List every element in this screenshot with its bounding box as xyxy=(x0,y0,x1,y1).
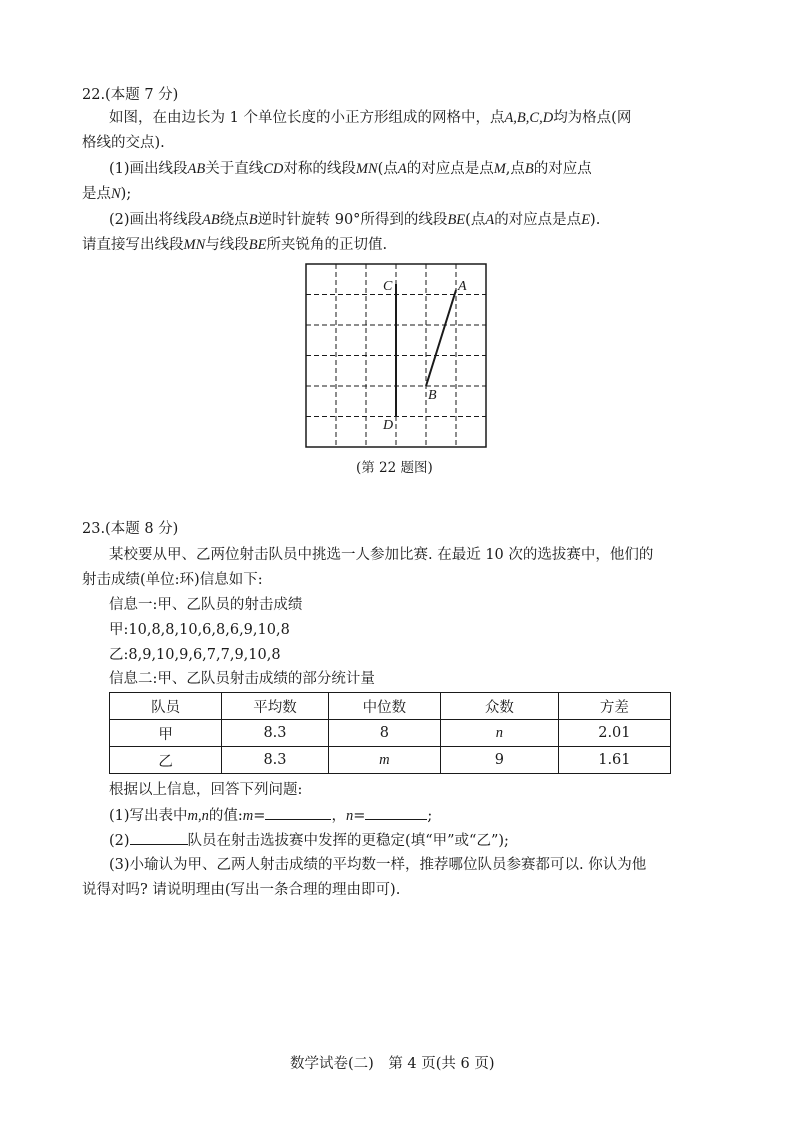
table-cell: 9 xyxy=(440,747,558,774)
q23-s1-text-a: (1)写出表中 xyxy=(109,808,188,824)
q23-intro-line2: 射击成绩(单位:环)信息如下: xyxy=(82,572,263,588)
q22-grid-figure xyxy=(302,262,492,452)
q22-p2-be: BE xyxy=(447,212,466,228)
q23-stats-table xyxy=(109,692,671,774)
q23-s1-m: m xyxy=(242,808,254,824)
label-c: C xyxy=(383,279,393,294)
q23-s1-n: n xyxy=(345,808,354,824)
answer-blank-m[interactable] xyxy=(265,805,331,820)
q22-part2-line1 xyxy=(109,210,600,230)
table-var-m: m xyxy=(379,751,390,768)
q22-p2-text-b: 绕点 xyxy=(219,212,249,228)
q23-s1-sep: ， xyxy=(331,808,346,824)
q23-sub3-line1: (3)小瑜认为甲、乙两人射击成绩的平均数一样，推荐哪位队员参赛都可以. 你认为他 xyxy=(109,857,647,873)
q22-p1-text-h: 是点 xyxy=(82,186,111,202)
q22-p1-text-i: ); xyxy=(120,186,132,202)
q22-p2-E: E xyxy=(581,212,591,228)
q23-s2-text-a: (2) xyxy=(109,833,130,849)
q23-yi-scores: 乙:8,9,10,9,6,7,7,9,10,8 xyxy=(109,647,281,663)
q22-figure-caption: (第 22 题图) xyxy=(356,460,433,476)
q23-sub3-line2: 说得对吗? 请说明理由(写出一条合理的理由即可). xyxy=(82,882,401,898)
q22-p1-text-e: 的对应点是点 xyxy=(406,161,494,177)
q22-intro-text2: 均为格点(网 xyxy=(553,110,632,126)
table-header-row xyxy=(110,693,671,720)
table-header-median: 中位数 xyxy=(328,693,440,720)
q22-part2-line2 xyxy=(82,235,387,255)
q22-p1-cd: CD xyxy=(263,161,284,177)
table-cell: 乙 xyxy=(110,747,222,774)
table-var-n: n xyxy=(495,724,503,741)
table-header-mode: 众数 xyxy=(440,693,558,720)
q22-intro-text1: 如图，在由边长为 1 个单位长度的小正方形组成的网格中，点 xyxy=(109,110,505,126)
segment-ab xyxy=(426,290,456,386)
q22-p1-ab: AB xyxy=(187,161,206,177)
q23-s1-eq2: = xyxy=(353,808,366,824)
q23-sub2 xyxy=(109,830,509,851)
q22-intro-line1 xyxy=(109,108,631,128)
table-row xyxy=(110,747,671,774)
table-cell: 2.01 xyxy=(558,720,670,747)
q23-s2-text-b: 队员在射击选拔赛中发挥的更稳定(填“甲”或“乙”); xyxy=(187,833,509,849)
q22-p2-text-a: (2)画出将线段 xyxy=(109,212,203,228)
q22-p2-be2: BE xyxy=(248,237,267,253)
table-cell: 8 xyxy=(328,720,440,747)
q23-jia-scores: 甲:10,8,8,10,6,8,6,9,10,8 xyxy=(109,622,290,638)
page-footer: 数学试卷(二) 第 4 页(共 6 页) xyxy=(290,1056,495,1072)
q23-s1-vars: m,n xyxy=(187,808,209,824)
q22-part1-line1 xyxy=(109,159,592,179)
q22-p1-text-f: ,点 xyxy=(505,161,525,177)
q23-info1-title: 信息一:甲、乙队员的射击成绩 xyxy=(109,597,303,613)
table-row xyxy=(110,720,671,747)
q22-p2-text-i: 所夹锐角的正切值. xyxy=(266,237,388,253)
table-header-player: 队员 xyxy=(110,693,222,720)
q22-p1-text-a: (1)画出线段 xyxy=(109,161,188,177)
q22-p1-M: M xyxy=(493,161,506,177)
q22-p2-text-c: 逆时针旋转 90°所得到的线段 xyxy=(257,212,448,228)
q23-answer-intro: 根据以上信息，回答下列问题: xyxy=(109,782,303,798)
q22-p2-text-d: (点 xyxy=(465,212,486,228)
q22-intro-points: A,B,C,D xyxy=(504,110,554,126)
table-cell: 1.61 xyxy=(558,747,670,774)
q22-p2-text-e: 的对应点是点 xyxy=(494,212,582,228)
label-a: A xyxy=(458,279,467,294)
q23-info2-title: 信息二:甲、乙队员射击成绩的部分统计量 xyxy=(109,671,375,687)
q23-s1-end: ; xyxy=(427,808,433,824)
q22-p2-B: B xyxy=(248,212,258,228)
q22-p2-ab: AB xyxy=(202,212,220,228)
q23-sub1 xyxy=(109,805,432,826)
q22-p1-text-d: (点 xyxy=(377,161,398,177)
table-cell: 8.3 xyxy=(222,747,329,774)
q22-p1-B: B xyxy=(524,161,534,177)
q23-s1-eq1: = xyxy=(253,808,266,824)
table-header-variance: 方差 xyxy=(558,693,670,720)
q22-p2-text-h: 与线段 xyxy=(205,237,249,253)
answer-blank-n[interactable] xyxy=(365,805,427,820)
label-d: D xyxy=(383,418,394,433)
q22-p2-A: A xyxy=(485,212,495,228)
q22-p1-text-b: 关于直线 xyxy=(205,161,264,177)
q23-header: 23.(本题 8 分) xyxy=(82,521,179,537)
table-cell xyxy=(440,720,558,747)
q22-p2-text-g: 请直接写出线段 xyxy=(82,237,184,253)
table-cell: 甲 xyxy=(110,720,222,747)
table-cell xyxy=(328,747,440,774)
q22-p1-text-c: 对称的线段 xyxy=(283,161,356,177)
table-cell: 8.3 xyxy=(222,720,329,747)
q22-p1-mn: MN xyxy=(355,161,378,177)
q22-p1-A: A xyxy=(397,161,407,177)
q22-p2-mn: MN xyxy=(183,237,206,253)
table-header-mean: 平均数 xyxy=(222,693,329,720)
answer-blank-player[interactable] xyxy=(130,830,188,845)
q23-intro-line1: 某校要从甲、乙两位射击队员中挑选一人参加比赛. 在最近 10 次的选拔赛中，他们的 xyxy=(109,547,654,563)
q22-p1-N: N xyxy=(111,186,121,202)
q22-p2-text-f: ). xyxy=(590,212,601,228)
q22-header: 22.(本题 7 分) xyxy=(82,87,179,103)
q22-part1-line2 xyxy=(82,184,131,204)
label-b: B xyxy=(428,388,437,403)
q23-s1-text-b: 的值: xyxy=(208,808,243,824)
q22-intro-line2: 格线的交点). xyxy=(82,135,165,151)
q22-p1-text-g: 的对应点 xyxy=(533,161,592,177)
